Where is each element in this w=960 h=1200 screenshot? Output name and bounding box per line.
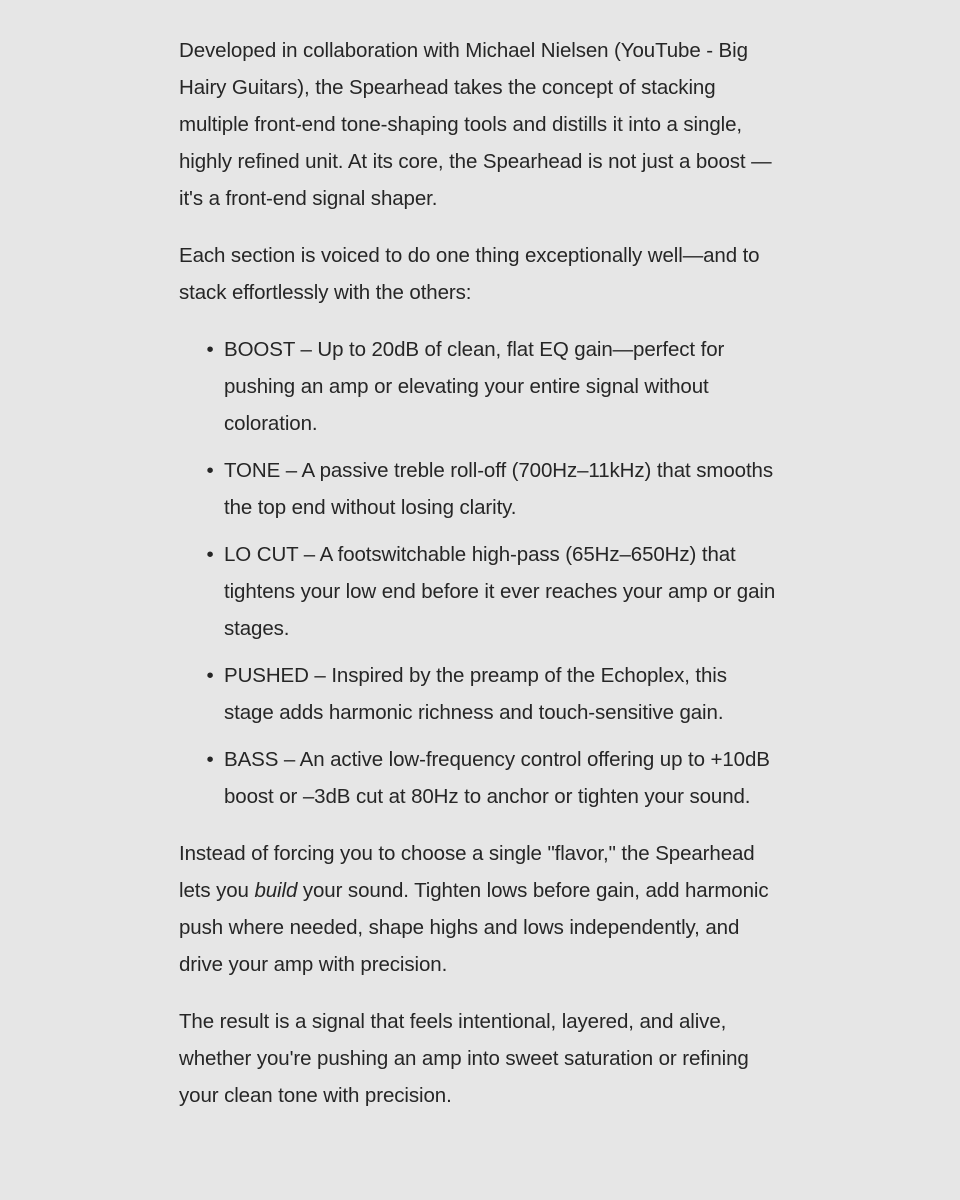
bullet-icon: •	[206, 459, 214, 482]
bullet-icon: •	[206, 664, 214, 687]
list-item-text: BASS – An active low-frequency control offering up to +10dB boost or –3dB cut at 80Hz to anchor or tighten your sound.	[224, 748, 770, 808]
paragraph-text-end: your sound. Tighten lows before gain, add harmonic push where needed, shape highs and lows independently, and drive your amp with precision.	[179, 879, 769, 976]
list-item-bass	[179, 741, 779, 815]
result-paragraph: The result is a signal that feels intentional, layered, and alive, whether you're pushing an amp into sweet saturation or refining your clean tone with precision.	[179, 1010, 749, 1107]
bullet-icon: •	[206, 338, 214, 361]
intro-paragraph: Developed in collaboration with Michael Nielsen (YouTube - Big Hairy Guitars), the Spearhead takes the concept of stacking multiple front-end tone-shaping tools and distills it into a single, highly refined unit. At its core, the Spearhead is not just a boost —it's a front-end signal shaper.	[179, 39, 772, 210]
build-your-sound-paragraph	[179, 835, 779, 983]
list-item-pushed	[179, 657, 779, 731]
list-item-boost	[179, 331, 779, 442]
emphasis-build: build	[254, 879, 298, 902]
bullet-icon: •	[206, 748, 214, 771]
paragraph-text-start: Instead of forcing you to choose a single "flavor," the Spearhead lets you	[179, 842, 755, 902]
article-body	[179, 32, 779, 1134]
list-item-lo-cut	[179, 536, 779, 647]
list-item-text: PUSHED – Inspired by the preamp of the Echoplex, this stage adds harmonic richness and touch-sensitive gain.	[224, 664, 727, 724]
list-item-text: BOOST – Up to 20dB of clean, flat EQ gain—perfect for pushing an amp or elevating your entire signal without coloration.	[224, 338, 725, 435]
list-item-text: TONE – A passive treble roll-off (700Hz–11kHz) that smooths the top end without losing clarity.	[224, 459, 773, 519]
list-item-tone	[179, 452, 779, 526]
feature-list	[179, 331, 779, 815]
sections-intro-paragraph: Each section is voiced to do one thing exceptionally well—and to stack effortlessly with the others:	[179, 244, 760, 304]
bullet-icon: •	[206, 543, 214, 566]
list-item-text: LO CUT – A footswitchable high-pass (65Hz–650Hz) that tightens your low end before it ever reaches your amp or gain stages.	[224, 543, 776, 640]
